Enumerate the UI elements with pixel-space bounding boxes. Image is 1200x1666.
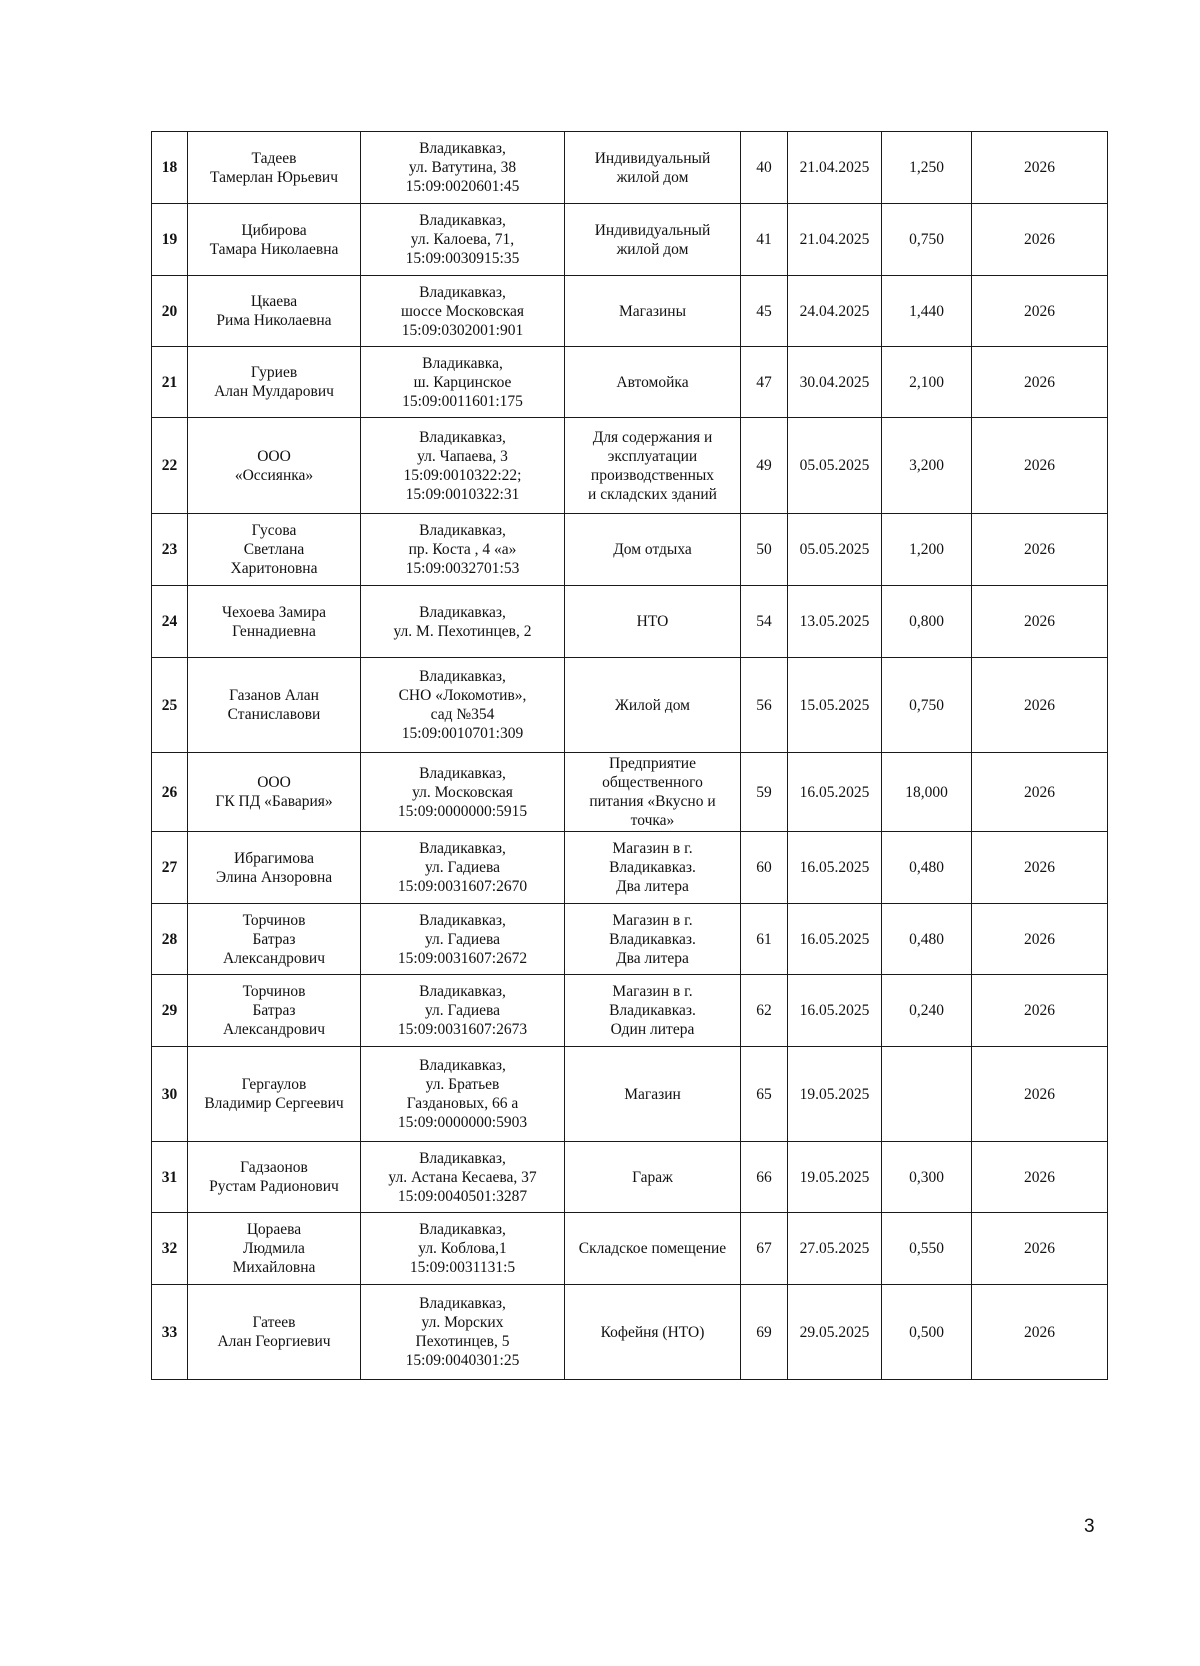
area-cell: 1,250 (882, 132, 972, 204)
area-cell (882, 1047, 972, 1142)
date-cell: 30.04.2025 (788, 347, 882, 418)
area-cell: 0,750 (882, 658, 972, 753)
year-cell: 2026 (972, 975, 1108, 1047)
row-number: 27 (152, 832, 188, 904)
applicant-name: Цибирова Тамара Николаевна (188, 204, 361, 276)
purpose-cell: Магазин в г. Владикавказ. Два литера (565, 832, 741, 904)
date-cell: 13.05.2025 (788, 586, 882, 658)
table-row (152, 1142, 1108, 1213)
purpose-cell: НТО (565, 586, 741, 658)
row-number: 32 (152, 1213, 188, 1285)
area-cell: 0,480 (882, 832, 972, 904)
purpose-cell: Гараж (565, 1142, 741, 1213)
date-cell: 21.04.2025 (788, 132, 882, 204)
table-row (152, 418, 1108, 514)
date-cell: 05.05.2025 (788, 514, 882, 586)
table-row (152, 1213, 1108, 1285)
date-cell: 16.05.2025 (788, 753, 882, 832)
document-number: 62 (741, 975, 788, 1047)
applicant-name: Гадзаонов Рустам Радионович (188, 1142, 361, 1213)
purpose-cell: Автомойка (565, 347, 741, 418)
row-number: 28 (152, 904, 188, 975)
document-number: 61 (741, 904, 788, 975)
table-row (152, 832, 1108, 904)
address-cell: Владикавказ, ул. Ватутина, 38 15:09:0020601:45 (361, 132, 565, 204)
table-row (152, 132, 1108, 204)
area-cell: 1,440 (882, 276, 972, 347)
applicant-name: Гатеев Алан Георгиевич (188, 1285, 361, 1380)
purpose-cell: Индивидуальный жилой дом (565, 204, 741, 276)
row-number: 23 (152, 514, 188, 586)
year-cell: 2026 (972, 132, 1108, 204)
table-row (152, 586, 1108, 658)
registry-body (152, 132, 1108, 1380)
row-number: 19 (152, 204, 188, 276)
row-number: 20 (152, 276, 188, 347)
document-number: 67 (741, 1213, 788, 1285)
applicant-name: Гергаулов Владимир Сергеевич (188, 1047, 361, 1142)
address-cell: Владикавказ, СНО «Локомотив», сад №354 15:09:0010701:309 (361, 658, 565, 753)
purpose-cell: Складское помещение (565, 1213, 741, 1285)
date-cell: 16.05.2025 (788, 904, 882, 975)
applicant-name: ООО ГК ПД «Бавария» (188, 753, 361, 832)
document-number: 66 (741, 1142, 788, 1213)
applicant-name: Цораева Людмила Михайловна (188, 1213, 361, 1285)
year-cell: 2026 (972, 1047, 1108, 1142)
document-number: 40 (741, 132, 788, 204)
area-cell: 1,200 (882, 514, 972, 586)
table-row (152, 904, 1108, 975)
document-number: 45 (741, 276, 788, 347)
applicant-name: Цкаева Рима Николаевна (188, 276, 361, 347)
registry-table (151, 131, 1108, 1380)
table-row (152, 514, 1108, 586)
applicant-name: Тадеев Тамерлан Юрьевич (188, 132, 361, 204)
year-cell: 2026 (972, 753, 1108, 832)
area-cell: 0,800 (882, 586, 972, 658)
address-cell: Владикавказ, ул. М. Пехотинцев, 2 (361, 586, 565, 658)
applicant-name: Гуриев Алан Мулдарович (188, 347, 361, 418)
address-cell: Владикавказ, ул. Чапаева, 3 15:09:0010322:22; 15:09:0010322:31 (361, 418, 565, 514)
applicant-name: Торчинов Батраз Александрович (188, 904, 361, 975)
address-cell: Владикавка, ш. Карцинское 15:09:0011601:175 (361, 347, 565, 418)
purpose-cell: Магазины (565, 276, 741, 347)
table-row (152, 753, 1108, 832)
purpose-cell: Кофейня (НТО) (565, 1285, 741, 1380)
address-cell: Владикавказ, ул. Московская 15:09:0000000:5915 (361, 753, 565, 832)
purpose-cell: Дом отдыха (565, 514, 741, 586)
area-cell: 0,500 (882, 1285, 972, 1380)
year-cell: 2026 (972, 1142, 1108, 1213)
area-cell: 0,300 (882, 1142, 972, 1213)
year-cell: 2026 (972, 832, 1108, 904)
year-cell: 2026 (972, 904, 1108, 975)
date-cell: 15.05.2025 (788, 658, 882, 753)
document-number: 65 (741, 1047, 788, 1142)
area-cell: 0,480 (882, 904, 972, 975)
applicant-name: Чехоева Замира Геннадиевна (188, 586, 361, 658)
document-number: 59 (741, 753, 788, 832)
applicant-name: Торчинов Батраз Александрович (188, 975, 361, 1047)
purpose-cell: Магазин в г. Владикавказ. Один литера (565, 975, 741, 1047)
date-cell: 16.05.2025 (788, 975, 882, 1047)
table-row (152, 658, 1108, 753)
row-number: 24 (152, 586, 188, 658)
document-number: 41 (741, 204, 788, 276)
applicant-name: Гусова Светлана Харитоновна (188, 514, 361, 586)
row-number: 25 (152, 658, 188, 753)
table-row (152, 276, 1108, 347)
date-cell: 29.05.2025 (788, 1285, 882, 1380)
date-cell: 16.05.2025 (788, 832, 882, 904)
document-number: 69 (741, 1285, 788, 1380)
applicant-name: ООО «Оссиянка» (188, 418, 361, 514)
year-cell: 2026 (972, 347, 1108, 418)
document-number: 54 (741, 586, 788, 658)
purpose-cell: Предприятие общественного питания «Вкусно и точка» (565, 753, 741, 832)
table-row (152, 1047, 1108, 1142)
purpose-cell: Жилой дом (565, 658, 741, 753)
document-number: 49 (741, 418, 788, 514)
date-cell: 19.05.2025 (788, 1142, 882, 1213)
address-cell: Владикавказ, пр. Коста , 4 «а» 15:09:0032701:53 (361, 514, 565, 586)
applicant-name: Газанов Алан Станиславови (188, 658, 361, 753)
date-cell: 21.04.2025 (788, 204, 882, 276)
row-number: 29 (152, 975, 188, 1047)
document-number: 50 (741, 514, 788, 586)
year-cell: 2026 (972, 1285, 1108, 1380)
row-number: 31 (152, 1142, 188, 1213)
address-cell: Владикавказ, шоссе Московская 15:09:0302001:901 (361, 276, 565, 347)
year-cell: 2026 (972, 1213, 1108, 1285)
address-cell: Владикавказ, ул. Астана Кесаева, 37 15:09:0040501:3287 (361, 1142, 565, 1213)
area-cell: 0,550 (882, 1213, 972, 1285)
document-number: 56 (741, 658, 788, 753)
year-cell: 2026 (972, 418, 1108, 514)
address-cell: Владикавказ, ул. Гадиева 15:09:0031607:2673 (361, 975, 565, 1047)
document-number: 47 (741, 347, 788, 418)
address-cell: Владикавказ, ул. Гадиева 15:09:0031607:2670 (361, 832, 565, 904)
row-number: 26 (152, 753, 188, 832)
area-cell: 0,750 (882, 204, 972, 276)
date-cell: 05.05.2025 (788, 418, 882, 514)
address-cell: Владикавказ, ул. Коблова,1 15:09:0031131:5 (361, 1213, 565, 1285)
table-row (152, 975, 1108, 1047)
year-cell: 2026 (972, 586, 1108, 658)
purpose-cell: Для содержания и эксплуатации производственных и складских зданий (565, 418, 741, 514)
address-cell: Владикавказ, ул. Морских Пехотинцев, 5 15:09:0040301:25 (361, 1285, 565, 1380)
area-cell: 0,240 (882, 975, 972, 1047)
applicant-name: Ибрагимова Элина Анзоровна (188, 832, 361, 904)
year-cell: 2026 (972, 276, 1108, 347)
row-number: 18 (152, 132, 188, 204)
area-cell: 18,000 (882, 753, 972, 832)
row-number: 22 (152, 418, 188, 514)
purpose-cell: Индивидуальный жилой дом (565, 132, 741, 204)
area-cell: 3,200 (882, 418, 972, 514)
year-cell: 2026 (972, 204, 1108, 276)
date-cell: 19.05.2025 (788, 1047, 882, 1142)
table-row (152, 1285, 1108, 1380)
row-number: 21 (152, 347, 188, 418)
table-row (152, 204, 1108, 276)
area-cell: 2,100 (882, 347, 972, 418)
address-cell: Владикавказ, ул. Калоева, 71, 15:09:0030915:35 (361, 204, 565, 276)
purpose-cell: Магазин в г. Владикавказ. Два литера (565, 904, 741, 975)
address-cell: Владикавказ, ул. Братьев Газдановых, 66 а 15:09:0000000:5903 (361, 1047, 565, 1142)
row-number: 30 (152, 1047, 188, 1142)
date-cell: 24.04.2025 (788, 276, 882, 347)
document-number: 60 (741, 832, 788, 904)
year-cell: 2026 (972, 514, 1108, 586)
purpose-cell: Магазин (565, 1047, 741, 1142)
row-number: 33 (152, 1285, 188, 1380)
address-cell: Владикавказ, ул. Гадиева 15:09:0031607:2672 (361, 904, 565, 975)
year-cell: 2026 (972, 658, 1108, 753)
page-number: 3 (1084, 1516, 1095, 1537)
table-row (152, 347, 1108, 418)
date-cell: 27.05.2025 (788, 1213, 882, 1285)
